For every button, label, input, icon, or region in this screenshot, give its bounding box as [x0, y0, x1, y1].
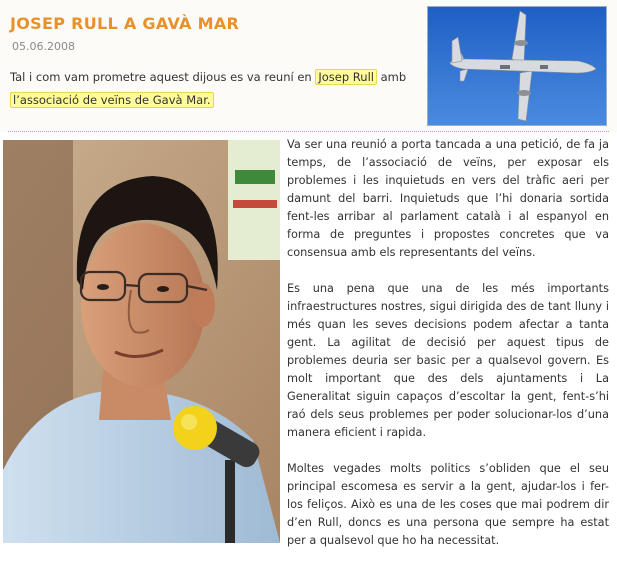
paragraph-1: Va ser una reunió a porta tancada a una petició, de fa ja temps, de l’associació de veïns, per exposar els problemes i les inquietuds en vers del tràfic aeri per damunt del barri. Inquietuds que l’hi donaria sortida fent-les arribar al parlament català i al espanyol en forma de preguntes i propostes concretes que va consensua amb els representants del veïns.	[287, 138, 609, 259]
airplane-photo	[427, 6, 607, 126]
portrait-illustration	[3, 140, 280, 543]
paragraph-3: Moltes vegades molts politics s’obliden que el seu principal escomesa es servir a la gent, ajudar-los i fer-los feliços. Això es una de les coses que mai podrem dir d’en Rull, doncs es una persona que sempre ha estat per a qualsevol que ho ha necessitat.	[287, 462, 609, 547]
paragraph-2: Es una pena que una de les més importants infraestructures nostres, sigui dirigida des de tant lluny i més quan les seves decisions podem afectar a tanta gent. La agilitat de decisió per aquest tipus de problemes deuria ser basic per a qualsevol govern. Es molt important que des dels ajuntaments i La Generalitat siguin capaços d’escoltar la gent, fent-s’hi raó dels seus problemes per poder solucionar-los d’una manera eficient i rapida.	[287, 282, 609, 439]
section-divider	[8, 131, 609, 132]
article-date: 05.06.2008	[12, 40, 75, 53]
airplane-illustration	[428, 7, 606, 125]
intro-text-1: Tal i com vam prometre aquest dijous es va reuní en	[10, 70, 316, 84]
article-header	[0, 0, 617, 132]
intro-text-2: amb	[376, 70, 407, 84]
article-title[interactable]: JOSEP RULL A GAVÀ MAR	[10, 14, 240, 33]
article-body	[287, 136, 609, 568]
highlight-josep-rull: Josep Rull	[315, 69, 377, 85]
highlight-associacio-veins: l’associació de veïns de Gavà Mar.	[10, 92, 214, 108]
article-intro	[10, 66, 420, 112]
portrait-photo	[3, 140, 280, 543]
